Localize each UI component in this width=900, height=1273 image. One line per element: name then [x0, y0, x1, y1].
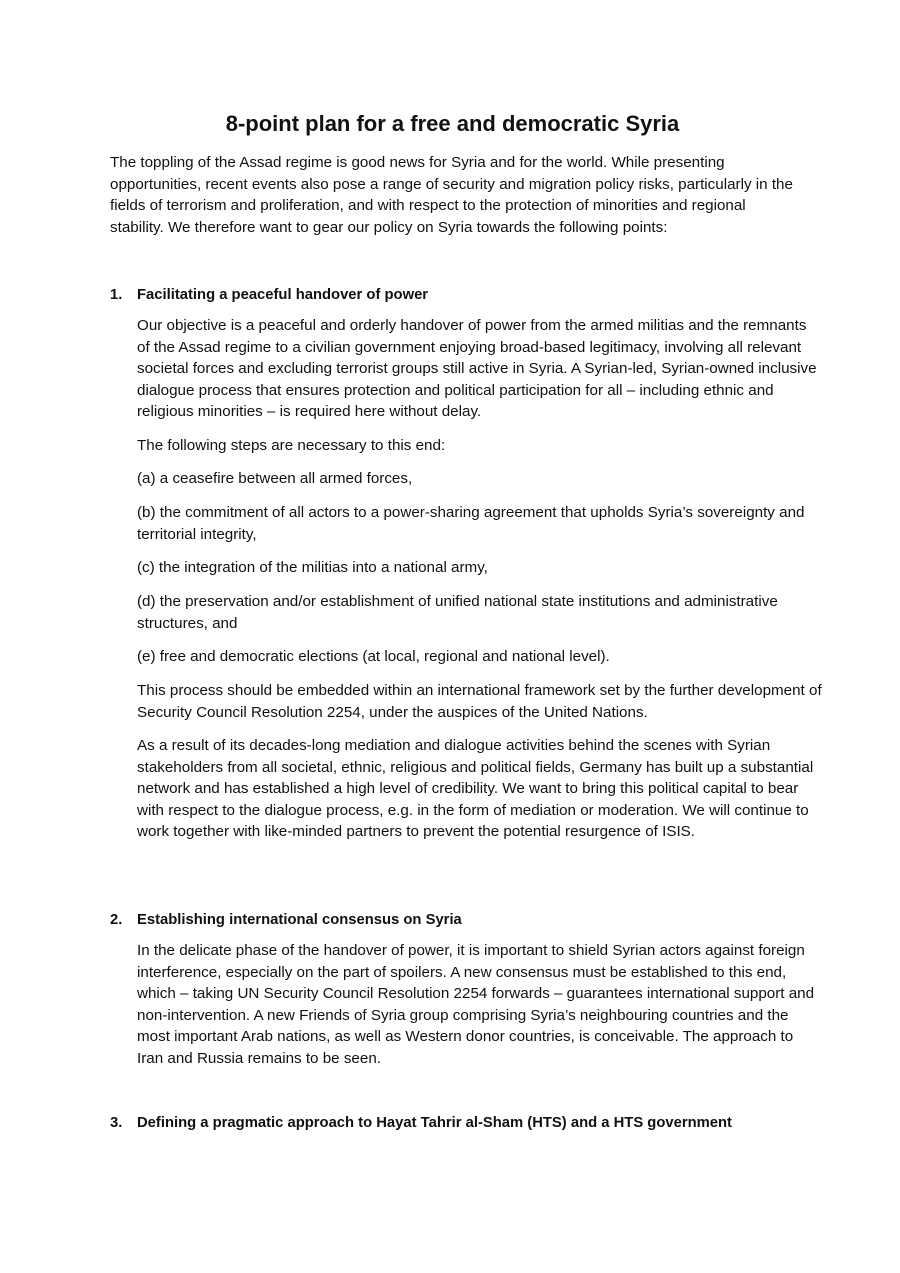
section-paragraph: The following steps are necessary to this end:	[137, 437, 446, 454]
section-number: 1.	[110, 287, 123, 303]
intro-paragraph: The toppling of the Assad regime is good news for Syria and for the world. While presenting opportunities, recent events also pose a range of security and migration policy risks, particularly in the fields of terrorism and proliferation, and with respect to the protection of minorities and regional stability. We therefore want to gear our policy on Syria towards the following points:	[110, 154, 793, 236]
section-paragraph: In the delicate phase of the handover of power, it is important to shield Syrian actors against foreign interference, especially on the part of spoilers. A new consensus must be established to this end, which – taking UN Security Council Resolution 2254 forwards – guarantees international support and non-intervention. A new Friends of Syria group comprising Syria’s neighbouring countries and the most important Arab nations, as well as Western donor countries, is conceivable. The approach to Iran and Russia remains to be seen.	[137, 942, 815, 1067]
list-item-a: (a) a ceasefire between all armed forces,	[137, 470, 413, 487]
section-title: Facilitating a peaceful handover of power	[137, 287, 429, 303]
section-title: Establishing international consensus on Syria	[137, 912, 462, 928]
list-item-c: (c) the integration of the militias into a national army,	[137, 559, 488, 576]
section-2	[110, 909, 815, 1067]
section-heading	[110, 1112, 795, 1134]
list-item-e: (e) free and democratic elections (at local, regional and national level).	[137, 648, 610, 665]
document-title: 8-point plan for a free and democratic Syria	[225, 111, 680, 136]
section-title: Defining a pragmatic approach to Hayat Tahrir al-Sham (HTS) and a HTS government	[137, 1115, 732, 1131]
section-1	[110, 284, 822, 841]
section-heading	[110, 909, 795, 931]
list-item-b: (b) the commitment of all actors to a power-sharing agreement that upholds Syria’s sovereignty and territorial integrity,	[137, 504, 805, 543]
list-item-d: (d) the preservation and/or establishment of unified national state institutions and administrative structures, and	[137, 593, 778, 632]
section-3	[110, 1112, 795, 1134]
section-heading	[110, 284, 795, 306]
section-paragraph: Our objective is a peaceful and orderly handover of power from the armed militias and the remnants of the Assad regime to a civilian government enjoying broad-based legitimacy, involving all relevant societal forces and excluding terrorist groups still active in Syria. A Syrian-led, Syrian-owned inclusive dialogue process that ensures protection and political participation for all – including ethnic and religious minorities – is required here without delay.	[137, 317, 817, 421]
section-number: 3.	[110, 1115, 123, 1131]
section-paragraph: As a result of its decades-long mediation and dialogue activities behind the scenes with Syrian stakeholders from all societal, ethnic, religious and political fields, Germany has built up a substantial network and has established a high level of credibility. We want to bring this political capital to bear with respect to the dialogue process, e.g. in the form of mediation or moderation. We will continue to work together with like-minded partners to prevent the potential resurgence of ISIS.	[137, 737, 814, 841]
section-paragraph: This process should be embedded within an international framework set by the further development of Security Council Resolution 2254, under the auspices of the United Nations.	[137, 682, 822, 721]
section-number: 2.	[110, 912, 123, 928]
